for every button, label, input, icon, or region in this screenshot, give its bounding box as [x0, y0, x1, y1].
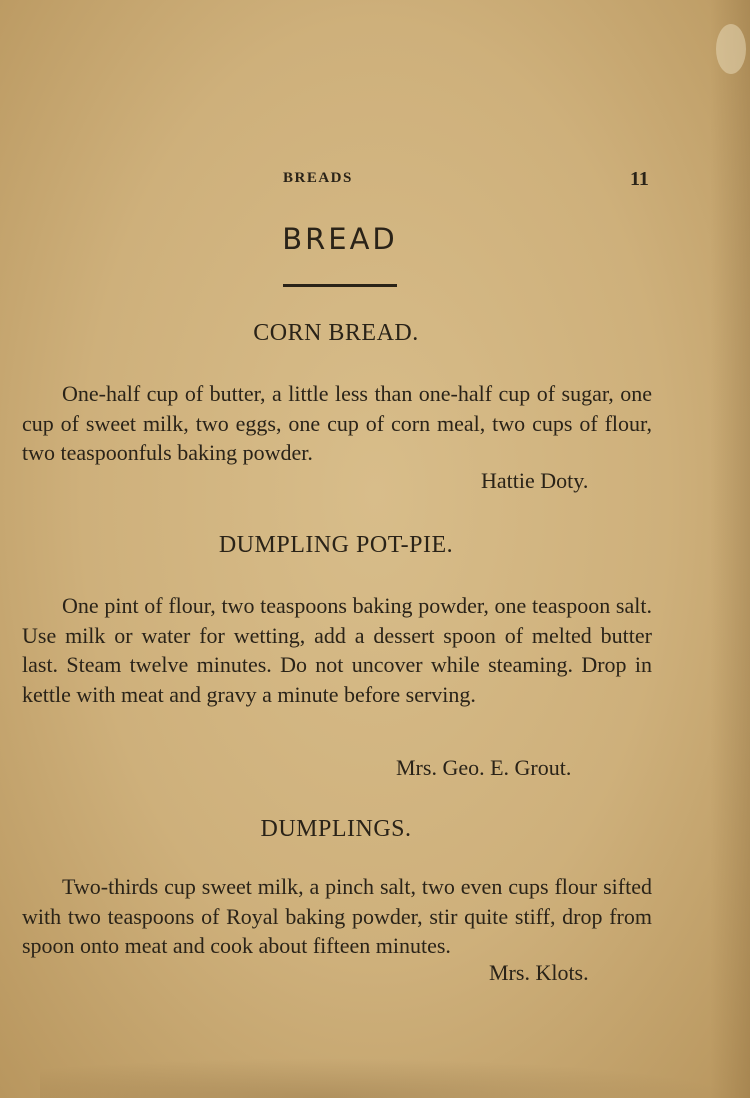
running-head: BREADS	[283, 170, 353, 186]
recipe-title-corn-bread: CORN BREAD.	[253, 320, 419, 346]
recipe-author-dumpling-pot-pie: Mrs. Geo. E. Grout.	[396, 755, 572, 780]
recipe-author-dumplings: Mrs. Klots.	[489, 960, 589, 985]
recipe-author-corn-bread: Hattie Doty.	[481, 468, 589, 493]
recipe-title-dumplings: DUMPLINGS.	[260, 816, 412, 842]
page-wear-spot	[716, 24, 746, 74]
page-edge-shadow	[710, 0, 750, 1098]
page-number: 11	[630, 168, 649, 190]
recipe-body-corn-bread: One-half cup of butter, a little less than one-half cup of sugar, one cup of sweet milk, two eggs, one cup of corn meal, two cups of flour, two teaspoonfuls baking powder.	[22, 381, 652, 465]
recipe-body-dumpling-pot-pie: One pint of flour, two teaspoons baking powder, one teaspoon salt. Use milk or water for wetting, add a dessert spoon of melted butter last. Steam twelve minutes. Do not uncover while steaming. Drop in kettle with meat and gravy a minute before serving.	[22, 593, 652, 707]
chapter-title: BREAD	[282, 222, 398, 256]
recipe-title-dumpling-pot-pie: DUMPLING POT-PIE.	[218, 532, 454, 558]
title-rule	[283, 284, 397, 287]
page-stain	[40, 1058, 740, 1098]
recipe-body-dumplings: Two-thirds cup sweet milk, a pinch salt, two even cups flour sifted with two teaspoons of Royal baking powder, stir quite stiff, drop from spoon onto meat and cook about fifteen minutes.	[22, 874, 652, 958]
